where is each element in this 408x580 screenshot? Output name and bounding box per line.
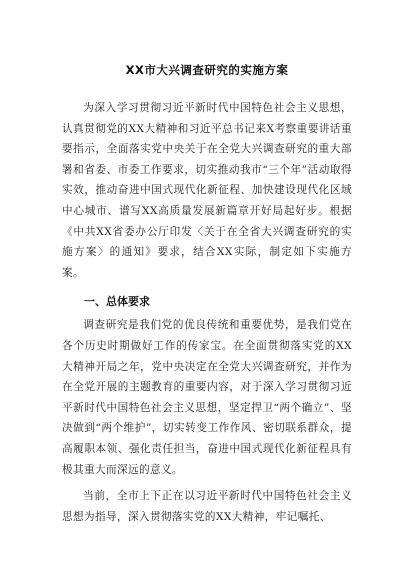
document-title: XX市大兴调查研究的实施方案 <box>125 63 289 77</box>
section-heading-general-requirements: 一、总体要求 <box>84 295 150 309</box>
intro-paragraph: 为深入学习贯彻习近平新时代中国特色社会主义思想，认真贯彻党的XX大精神和习近平总书记来X考察重要讲话重要指示，全面落实党中央关于在全党大兴调查研究的重大部署和省委、市委工作要求，切实推动我市“三个年”活动取得实效，推动奋进中国式现代化新征程、加快建设现代化区域中心城市、谱写XX高质量发展新篇章开好局起好步。根据《中共XX省委办公厅印发〈关于在全省大兴调查研究的实施方案〉的通知》要求，结合XX实际，制定如下实施方案。 <box>62 102 352 279</box>
spacer <box>62 283 352 289</box>
body-paragraph-2: 当前，全市上下正在以习近平新时代中国特色社会主义思想为指导，深入贯彻落实党的XX大精神，牢记嘱托、 <box>62 490 352 523</box>
body-paragraph-1: 调查研究是我们党的优良传统和重要优势，是我们党在各个历史时期做好工作的传家宝。在全面贯彻落实党的XX大精神开局之年，党中央决定在全党大兴调查研究，并作为在全党开展的主题教育的重要内容，对于深入学习贯彻习近平新时代中国特色社会主义思想，坚定捍卫“两个确立”、坚决做到“两个维护”，切实转变工作作风、密切联系群众，提高履职本领、强化责任担当，奋进中国式现代化新征程具有极其重大而深远的意义。 <box>62 319 352 476</box>
